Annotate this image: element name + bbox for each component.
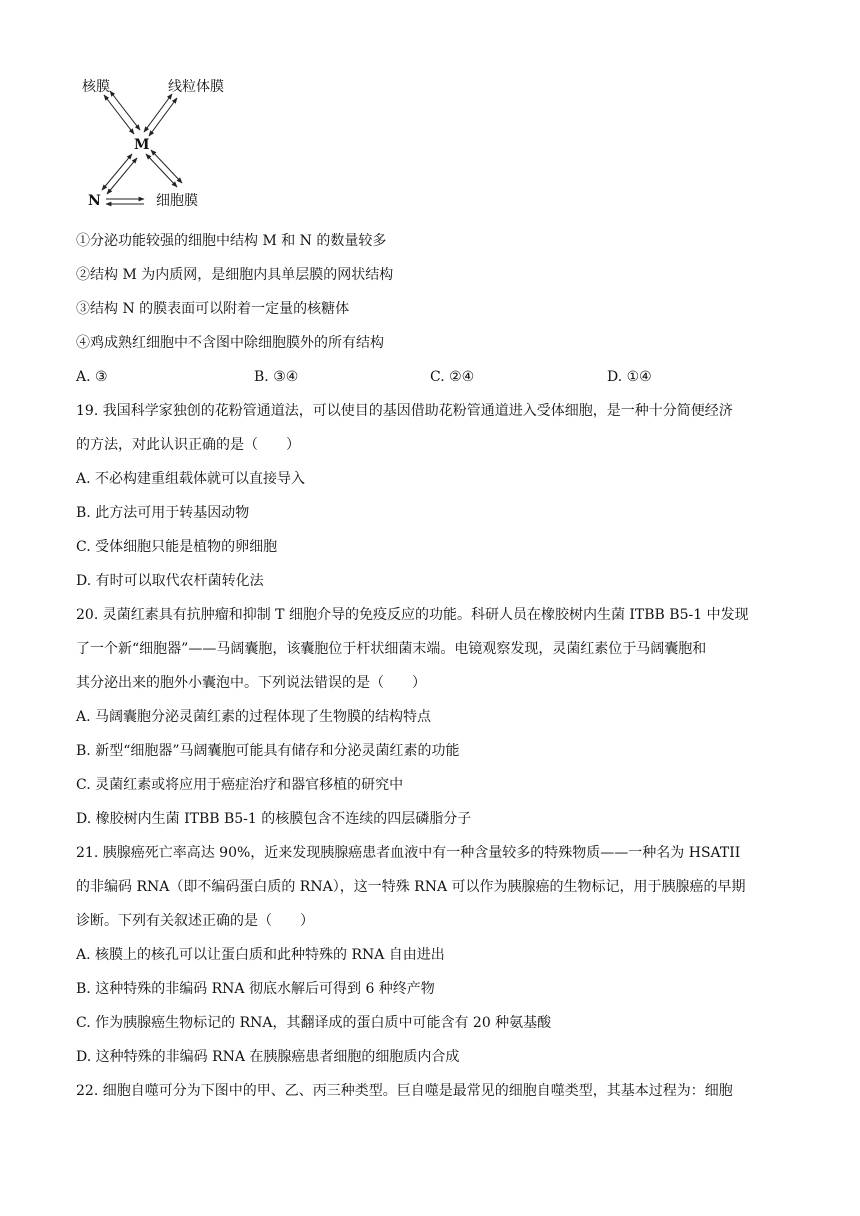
q21-stem-line-3: 诊断。下列有关叙述正确的是（ ） <box>76 913 314 929</box>
q21-option-c: C. 作为胰腺癌生物标记的 RNA，其翻译成的蛋白质中可能含有 20 种氨基酸 <box>76 1015 552 1031</box>
q18-option-d: D. ①④ <box>607 369 652 385</box>
q18-option-a: A. ③ <box>76 369 108 385</box>
q19-stem-line-1: 19. 我国科学家独创的花粉管通道法，可以使目的基因借助花粉管通道进入受体细胞，是一种十分简便经济 <box>76 403 733 419</box>
q20-stem-line-3: 其分泌出来的胞外小囊泡中。下列说法错误的是（ ） <box>76 675 426 691</box>
node-nuclear-membrane: 核膜 <box>82 79 110 95</box>
node-n: N <box>88 193 101 209</box>
q19-stem-line-2: 的方法，对此认识正确的是（ ） <box>76 437 300 453</box>
organelle-membrane-diagram <box>76 74 226 214</box>
q21-option-b: B. 这种特殊的非编码 RNA 彻底水解后可得到 6 种终产物 <box>76 981 435 997</box>
q18-option-c: C. ②④ <box>430 369 475 385</box>
q21-stem-line-1: 21. 胰腺癌死亡率高达 90%，近来发现胰腺癌患者血液中有一种含量较多的特殊物质——一种名为 HSATII <box>76 845 741 861</box>
q20-option-c: C. 灵菌红素或将应用于癌症治疗和器官移植的研究中 <box>76 777 404 793</box>
q20-stem-line-1: 20. 灵菌红素具有抗肿瘤和抑制 T 细胞介导的免疫反应的功能。科研人员在橡胶树内生菌 ITBB B5-1 中发现 <box>76 607 749 623</box>
q18-statement-3: ③结构 N 的膜表面可以附着一定量的核糖体 <box>76 301 350 317</box>
q19-option-d: D. 有时可以取代农杆菌转化法 <box>76 573 264 589</box>
q18-statement-1: ①分泌功能较强的细胞中结构 M 和 N 的数量较多 <box>76 233 387 249</box>
q21-option-a: A. 核膜上的核孔可以让蛋白质和此种特殊的 RNA 自由进出 <box>76 947 445 963</box>
q20-stem-line-2: 了一个新“细胞器”——马阔囊胞，该囊胞位于杆状细菌末端。电镜观察发现，灵菌红素位于马阔囊胞和 <box>76 641 707 657</box>
node-mitochondrial-membrane: 线粒体膜 <box>168 79 224 95</box>
q20-option-d: D. 橡胶树内生菌 ITBB B5-1 的核膜包含不连续的四层磷脂分子 <box>76 811 472 827</box>
q18-option-b: B. ③④ <box>254 369 299 385</box>
q18-statement-4: ④鸡成熟红细胞中不含图中除细胞膜外的所有结构 <box>76 335 384 351</box>
q20-option-a: A. 马阔囊胞分泌灵菌红素的过程体现了生物膜的结构特点 <box>76 709 432 725</box>
q21-option-d: D. 这种特殊的非编码 RNA 在胰腺癌患者细胞的细胞质内合成 <box>76 1049 460 1065</box>
q21-stem-line-2: 的非编码 RNA（即不编码蛋白质的 RNA），这一特殊 RNA 可以作为胰腺癌的生物标记，用于胰腺癌的早期 <box>76 879 746 895</box>
q19-option-c: C. 受体细胞只能是植物的卵细胞 <box>76 539 278 555</box>
q22-stem-line-1: 22. 细胞自噬可分为下图中的甲、乙、丙三种类型。巨自噬是最常见的细胞自噬类型，其基本过程为：细胞 <box>76 1083 733 1099</box>
q20-option-b: B. 新型“细胞器”马阔囊胞可能具有储存和分泌灵菌红素的功能 <box>76 743 460 759</box>
node-m: M <box>134 137 150 153</box>
q19-option-a: A. 不必构建重组载体就可以直接导入 <box>76 471 306 487</box>
node-cell-membrane: 细胞膜 <box>156 193 198 209</box>
q19-option-b: B. 此方法可用于转基因动物 <box>76 505 250 521</box>
q18-statement-2: ②结构 M 为内质网，是细胞内具单层膜的网状结构 <box>76 267 394 283</box>
